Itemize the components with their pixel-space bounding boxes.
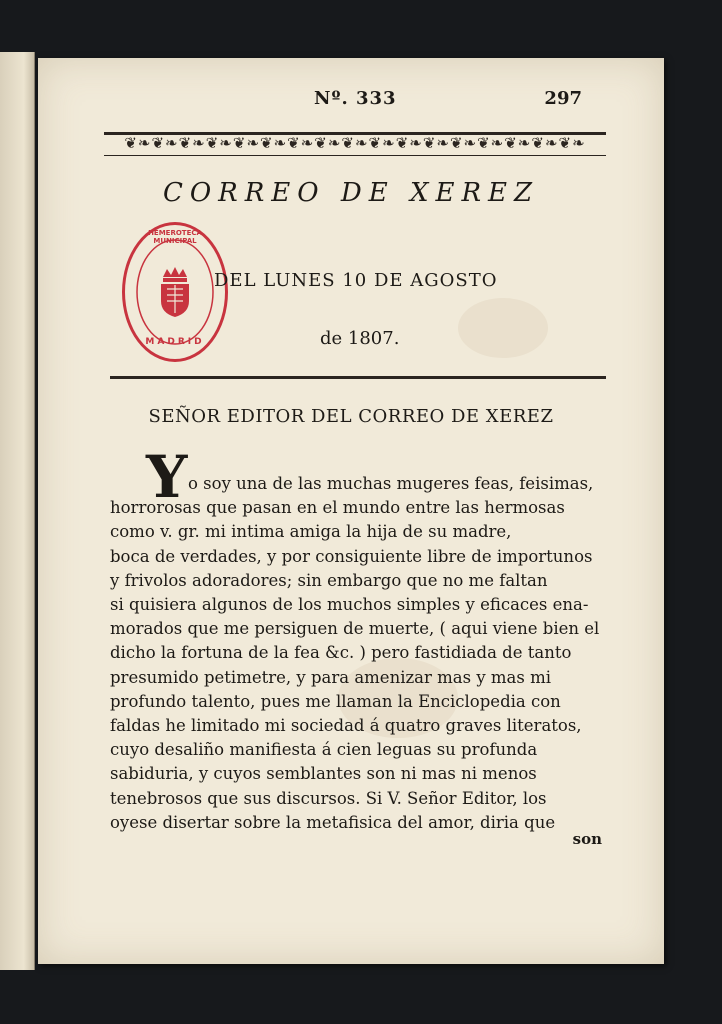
body-line: si quisiera algunos de los muchos simples y eficaces ena- bbox=[110, 595, 589, 615]
body-line: morados que me persiguen de muerte, ( aqui viene bien el bbox=[110, 619, 600, 639]
folio-number: 297 bbox=[544, 88, 582, 109]
letter-body bbox=[110, 472, 610, 835]
document-page bbox=[38, 58, 664, 964]
body-line: tenebrosos que sus discursos. Si V. Señor Editor, los bbox=[110, 788, 547, 808]
issue-number: Nº. 333 bbox=[314, 88, 397, 109]
letter-salutation: SEÑOR EDITOR DEL CORREO DE XEREZ bbox=[148, 406, 554, 427]
body-line: presumido petimetre, y para amenizar mas y mas mi bbox=[110, 667, 552, 687]
stamp-top-text: HEMEROTECA MUNICIPAL bbox=[148, 229, 202, 245]
body-line: y frivolos adoradores; sin embargo que no me faltan bbox=[110, 570, 548, 590]
issue-year: de 1807. bbox=[320, 328, 400, 349]
catchword: son bbox=[572, 830, 602, 848]
body-line: oyese disertar sobre la metafisica del amor, diria que bbox=[110, 812, 556, 832]
drop-cap: Y bbox=[146, 443, 188, 511]
typographic-ornament-band: ❦❧❦❧❦❧❦❧❦❧❦❧❦❧❦❧❦❧❦❧❦❧❦❧❦❧❦❧❦❧❦❧❦❧ bbox=[104, 132, 606, 156]
body-line: cuyo desaliño manifiesta á cien leguas su profunda bbox=[110, 740, 538, 760]
body-line: sabiduria, y cuyos semblantes son ni mas ni menos bbox=[110, 764, 537, 784]
body-line: como v. gr. mi intima amiga la hija de su madre, bbox=[110, 522, 512, 542]
running-header bbox=[38, 88, 664, 112]
body-line: dicho la fortuna de la fea &c. ) pero fastidiada de tanto bbox=[110, 643, 572, 663]
publication-title: CORREO DE XEREZ bbox=[162, 178, 540, 208]
body-line: o soy una de las muchas mugeres feas, feisimas, bbox=[188, 474, 594, 493]
facing-page-edge bbox=[0, 52, 35, 970]
body-line: boca de verdades, y por consiguiente libre de importunos bbox=[110, 546, 593, 566]
heavy-rule bbox=[110, 376, 606, 379]
library-stamp bbox=[122, 222, 228, 362]
body-line: horrorosas que pasan en el mundo entre las hermosas bbox=[110, 498, 565, 518]
issue-date: DEL LUNES 10 DE AGOSTO bbox=[214, 270, 498, 291]
stamp-bottom-text: MADRID bbox=[145, 337, 205, 347]
body-line: faldas he limitado mi sociedad á quatro graves literatos, bbox=[110, 716, 582, 736]
body-line: profundo talento, pues me llaman la Enciclopedia con bbox=[110, 691, 561, 711]
